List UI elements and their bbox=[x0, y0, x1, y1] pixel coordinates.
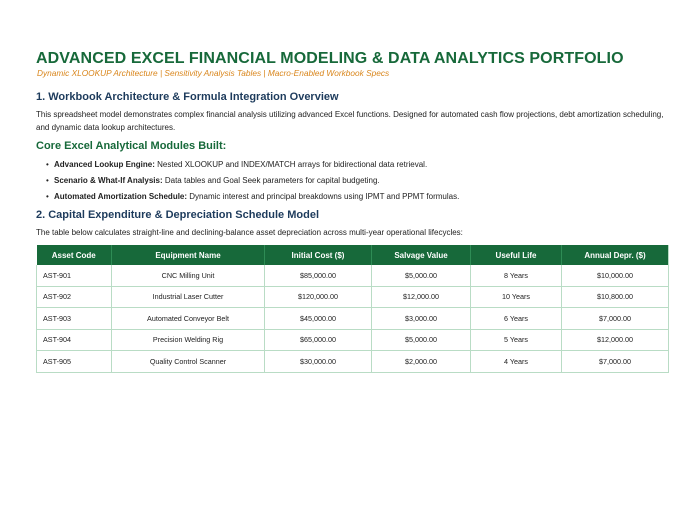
cell-asset-code: AST-905 bbox=[37, 351, 112, 373]
cell-salvage-value: $5,000.00 bbox=[372, 265, 471, 286]
cell-useful-life: 8 Years bbox=[471, 265, 562, 286]
col-header-annual-depr: Annual Depr. ($) bbox=[562, 245, 669, 265]
module-item-lookup: • Advanced Lookup Engine: Nested XLOOKUP and INDEX/MATCH arrays for bidirectional data retrieval. bbox=[46, 160, 428, 169]
table-row bbox=[37, 286, 669, 308]
module-item-amortization: • Automated Amortization Schedule: Dynamic interest and principal breakdowns using IPMT and PPMT formulas. bbox=[46, 192, 460, 201]
col-header-salvage-value: Salvage Value bbox=[372, 245, 471, 265]
section2-heading: 2. Capital Expenditure & Depreciation Schedule Model bbox=[36, 209, 320, 221]
cell-annual-depr: $7,000.00 bbox=[562, 351, 669, 373]
col-header-asset-code: Asset Code bbox=[37, 245, 112, 265]
cell-annual-depr: $10,800.00 bbox=[562, 286, 669, 308]
page-subtitle: Dynamic XLOOKUP Architecture | Sensitivity Analysis Tables | Macro-Enabled Workbook Specs bbox=[37, 68, 390, 78]
modules-list bbox=[46, 157, 459, 205]
section2-body: The table below calculates straight-line and declining-balance asset depreciation across multi-year operational lifecycles: bbox=[36, 228, 463, 237]
cell-salvage-value: $2,000.00 bbox=[372, 351, 471, 373]
table-row bbox=[37, 329, 669, 351]
cell-equipment-name: CNC Milling Unit bbox=[112, 265, 265, 286]
section1-heading: 1. Workbook Architecture & Formula Integration Overview bbox=[36, 91, 339, 103]
cell-equipment-name: Industrial Laser Cutter bbox=[112, 286, 265, 308]
cell-asset-code: AST-902 bbox=[37, 286, 112, 308]
col-header-equipment-name: Equipment Name bbox=[112, 245, 265, 265]
cell-initial-cost: $65,000.00 bbox=[265, 329, 372, 351]
cell-useful-life: 10 Years bbox=[471, 286, 562, 308]
cell-asset-code: AST-904 bbox=[37, 329, 112, 351]
table-row bbox=[37, 351, 669, 373]
cell-annual-depr: $7,000.00 bbox=[562, 308, 669, 330]
col-header-useful-life: Useful Life bbox=[471, 245, 562, 265]
depreciation-table bbox=[36, 245, 669, 373]
cell-salvage-value: $3,000.00 bbox=[372, 308, 471, 330]
table-header-row bbox=[37, 245, 669, 265]
table-row bbox=[37, 265, 669, 286]
cell-initial-cost: $45,000.00 bbox=[265, 308, 372, 330]
cell-annual-depr: $10,000.00 bbox=[562, 265, 669, 286]
cell-useful-life: 6 Years bbox=[471, 308, 562, 330]
page-title: ADVANCED EXCEL FINANCIAL MODELING & DATA ANALYTICS PORTFOLIO bbox=[36, 50, 624, 67]
cell-initial-cost: $30,000.00 bbox=[265, 351, 372, 373]
table-row bbox=[37, 308, 669, 330]
col-header-initial-cost: Initial Cost ($) bbox=[265, 245, 372, 265]
cell-asset-code: AST-903 bbox=[37, 308, 112, 330]
cell-asset-code: AST-901 bbox=[37, 265, 112, 286]
cell-useful-life: 5 Years bbox=[471, 329, 562, 351]
cell-salvage-value: $5,000.00 bbox=[372, 329, 471, 351]
cell-annual-depr: $12,000.00 bbox=[562, 329, 669, 351]
cell-useful-life: 4 Years bbox=[471, 351, 562, 373]
cell-initial-cost: $85,000.00 bbox=[265, 265, 372, 286]
section1-body: This spreadsheet model demonstrates complex financial analysis utilizing advanced Excel functions. Designed for automated cash flow projections, debt amortization scheduling, and dynamic data lookup architectures. bbox=[36, 110, 664, 132]
cell-equipment-name: Quality Control Scanner bbox=[112, 351, 265, 373]
cell-initial-cost: $120,000.00 bbox=[265, 286, 372, 308]
cell-equipment-name: Precision Welding Rig bbox=[112, 329, 265, 351]
cell-salvage-value: $12,000.00 bbox=[372, 286, 471, 308]
modules-heading: Core Excel Analytical Modules Built: bbox=[36, 140, 227, 152]
module-item-scenario: • Scenario & What-If Analysis: Data tables and Goal Seek parameters for capital budgeting. bbox=[46, 176, 380, 185]
cell-equipment-name: Automated Conveyor Belt bbox=[112, 308, 265, 330]
